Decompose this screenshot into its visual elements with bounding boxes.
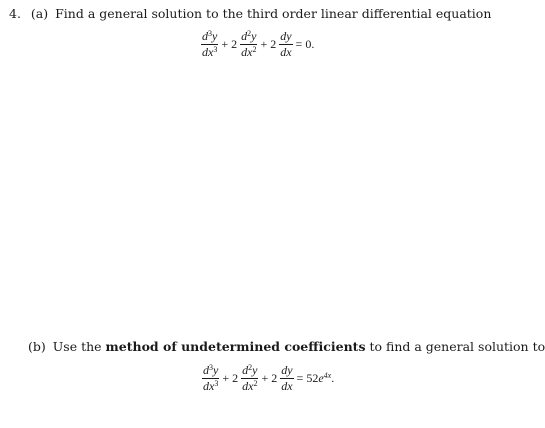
- frac-d2y-dx2: $\frac{d^2y}{dx^2}$: [242, 363, 258, 393]
- problem-number: 4.: [9, 6, 21, 21]
- frac-dy-dx: $\frac{dy}{dx}$: [281, 363, 293, 393]
- frac-d3y-dx3: $\frac{d^3y}{dx^3}$: [203, 363, 219, 393]
- part-a-label: (a): [30, 6, 49, 21]
- part-b-text-before: Use the: [52, 339, 102, 354]
- frac-dy-dx: $\frac{dy}{dx}$: [280, 29, 292, 59]
- frac-d3y-dx3: $\frac{d^3y}{dx^3}$: [202, 29, 218, 59]
- problem-b-statement: [28, 341, 545, 354]
- part-a-text: Find a general solution to the third order linear differential equation: [55, 6, 492, 21]
- problem-a-statement: [9, 8, 491, 21]
- part-b-bold-text: method of undetermined coefficients: [105, 339, 366, 354]
- equation-a: $\frac{d^3y}{dx^3}$ + 2 $\frac{d^2y}{dx^2}$ + 2 $\frac{dy}{dx}$ = 0.: [202, 29, 315, 59]
- equation-b: $\frac{d^3y}{dx^3}$ + 2 $\frac{d^2y}{dx^2}$ + 2 $\frac{dy}{dx}$ = $52e^{4x}$.: [203, 363, 335, 393]
- part-b-label: (b): [28, 339, 46, 354]
- rhs-b: = $52e^{4x}$.: [296, 370, 335, 385]
- frac-d2y-dx2: $\frac{d^2y}{dx^2}$: [241, 29, 257, 59]
- part-b-text-after: to find a general solution to: [369, 339, 545, 354]
